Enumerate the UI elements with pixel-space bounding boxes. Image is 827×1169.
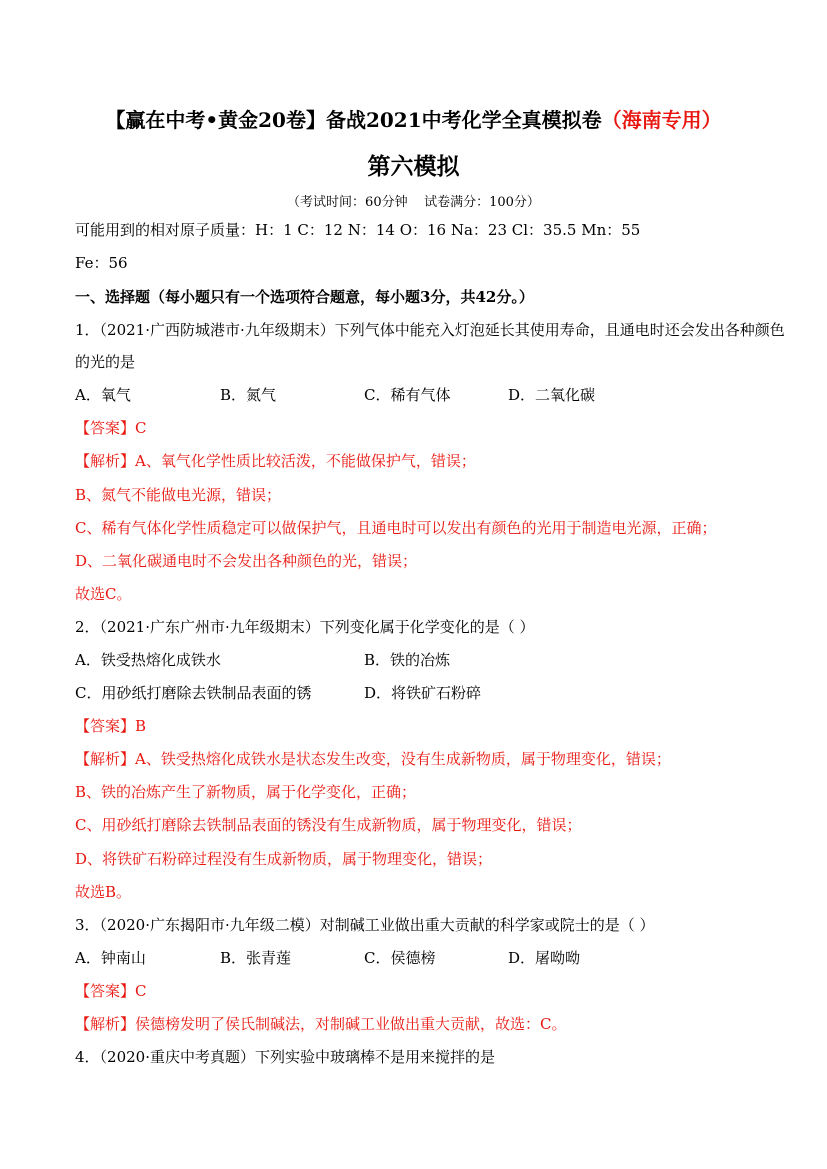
- exam-meta: （考试时间：60分钟 试卷满分：100分）: [287, 195, 540, 210]
- question-1-analysis-2: B、氮气不能做电光源，错误；: [75, 486, 282, 504]
- question-2-option-c: C．用砂纸打磨除去铁制品表面的锈: [75, 684, 312, 702]
- atomic-masses-line1: 可能用到的相对原子质量：H：1 C：12 N：14 O：16 Na：23 Cl：35.5 Mn：55: [75, 221, 641, 239]
- question-1-conclusion: 故选C。: [75, 585, 132, 603]
- question-3-analysis-1: 【解析】侯德榜发明了侯氏制碱法，对制碱工业做出重大贡献，故选：C。: [75, 1015, 567, 1033]
- section-heading: 一、选择题（每小题只有一个选项符合题意，每小题3分，共42分。）: [75, 288, 534, 306]
- question-2-analysis-3: C、用砂纸打磨除去铁制品表面的锈没有生成新物质，属于物理变化，错误；: [75, 816, 582, 834]
- question-2-answer: 【答案】B: [75, 717, 147, 735]
- question-1-analysis-1: 【解析】A、氧气化学性质比较活泼，不能做保护气，错误；: [75, 452, 476, 470]
- question-3-option-d: D．屠呦呦: [508, 949, 581, 967]
- question-2-analysis-1: 【解析】A、铁受热熔化成铁水是状态发生改变，没有生成新物质，属于物理变化，错误；: [75, 750, 671, 768]
- question-2-analysis-4: D、将铁矿石粉碎过程没有生成新物质，属于物理变化，错误；: [75, 850, 493, 868]
- question-2-analysis-2: B、铁的冶炼产生了新物质，属于化学变化，正确；: [75, 783, 417, 801]
- exam-title-region: （海南专用）: [601, 108, 722, 132]
- question-2-option-b: B．铁的冶炼: [364, 651, 451, 669]
- question-3-answer: 【答案】C: [75, 982, 147, 1000]
- question-2-stem: 2．（2021·广东广州市·九年级期末）下列变化属于化学变化的是（ ）: [75, 618, 535, 636]
- question-1-answer: 【答案】C: [75, 419, 147, 437]
- question-3-option-c: C．侯德榜: [364, 949, 436, 967]
- question-4-stem: 4．（2020·重庆中考真题）下列实验中玻璃棒不是用来搅拌的是: [75, 1048, 495, 1066]
- exam-title-main: 【赢在中考•黄金20卷】备战2021中考化学全真模拟卷: [105, 108, 602, 132]
- question-2-option-d: D．将铁矿石粉碎: [364, 684, 482, 702]
- question-2-option-a: A．铁受热熔化成铁水: [75, 651, 221, 669]
- question-1-analysis-3: C、稀有气体化学性质稳定可以做保护气，且通电时可以发出有颜色的光用于制造电光源，正确；: [75, 519, 717, 537]
- question-1-stem: 1．（2021·广西防城港市·九年级期末）下列气体中能充入灯泡延长其使用寿命，且通电时还会发出各种颜色: [75, 321, 785, 339]
- question-1-option-a: A．氧气: [75, 386, 131, 404]
- question-1-option-b: B．氮气: [220, 386, 277, 404]
- question-1-analysis-4: D、二氧化碳通电时不会发出各种颜色的光，错误；: [75, 552, 418, 570]
- question-1-stem-cont: 的光的是: [75, 353, 136, 371]
- question-1-option-c: C．稀有气体: [364, 386, 451, 404]
- exam-subtitle: 第六模拟: [367, 153, 460, 180]
- question-2-conclusion: 故选B。: [75, 883, 132, 901]
- atomic-masses-line2: Fe：56: [75, 254, 128, 272]
- question-1-option-d: D．二氧化碳: [508, 386, 596, 404]
- question-3-stem: 3．（2020·广东揭阳市·九年级二模）对制碱工业做出重大贡献的科学家或院士的是（ ）: [75, 916, 655, 934]
- exam-title: [0, 104, 827, 133]
- question-3-option-b: B．张青莲: [220, 949, 292, 967]
- question-3-option-a: A．钟南山: [75, 949, 146, 967]
